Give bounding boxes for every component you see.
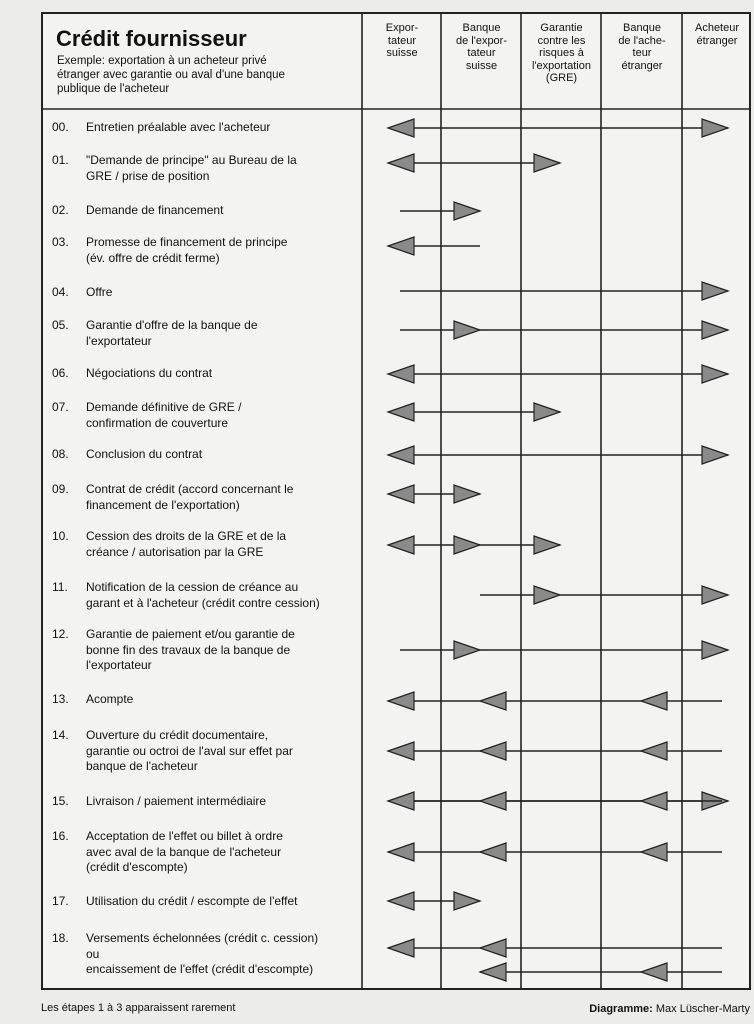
arrowhead [702, 282, 728, 300]
arrowhead [641, 843, 667, 861]
arrowhead [480, 939, 506, 957]
step-text: Demande définitive de GRE / confirmation de couverture [86, 400, 242, 430]
arrowhead [641, 792, 667, 810]
arrowhead [454, 536, 480, 554]
diagram-subtitle: Exemple: exportation à un acheteur privé étranger avec garantie ou aval d'une banque publique de l'acheteur [57, 55, 285, 95]
step-text: Garantie d'offre de la banque de l'exportateur [86, 318, 258, 348]
credit-author: Max Lüscher-Marty [655, 1003, 750, 1015]
arrowhead [388, 365, 414, 383]
column-header-exp: Expor- tateur suisse [385, 22, 419, 59]
step-number: 18. [52, 931, 69, 945]
step-text: Contrat de crédit (accord concernant le financement de l'exportation) [86, 482, 294, 512]
step-number: 11. [52, 580, 68, 594]
step-number: 05. [52, 318, 69, 332]
step-text: Demande de financement [86, 203, 224, 217]
step-number: 06. [52, 366, 69, 380]
step-text: Notification de la cession de créance au garant et à l'acheteur (crédit contre cession) [86, 580, 320, 610]
arrowhead [454, 641, 480, 659]
arrowhead [388, 536, 414, 554]
step-number: 07. [52, 400, 69, 414]
column-header-ach: Acheteur étranger [694, 22, 740, 47]
step-number: 01. [52, 153, 69, 167]
column-header-bex: Banque de l'expor- tateur suisse [455, 22, 507, 72]
arrowhead [702, 321, 728, 339]
arrowhead [388, 939, 414, 957]
arrowhead [454, 485, 480, 503]
step-text: Garantie de paiement et/ou garantie de bonne fin des travaux de la banque de l'exportateur [86, 627, 295, 672]
arrowhead [388, 792, 414, 810]
step-text: Utilisation du crédit / escompte de l'effet [86, 894, 298, 908]
arrowhead [480, 843, 506, 861]
step-number: 10. [52, 529, 69, 543]
step-text: "Demande de principe" au Bureau de la GRE / prise de position [86, 153, 297, 183]
arrowhead [641, 963, 667, 981]
arrowhead [702, 641, 728, 659]
step-text: Offre [86, 285, 113, 299]
step-number: 04. [52, 285, 69, 299]
step-number: 15. [52, 794, 69, 808]
arrowhead [534, 586, 560, 604]
arrowhead [388, 446, 414, 464]
step-number: 00. [52, 120, 69, 134]
arrowhead [534, 154, 560, 172]
arrowhead [388, 843, 414, 861]
arrowhead [454, 321, 480, 339]
arrowhead [388, 237, 414, 255]
step-text: Versements échelonnées (crédit c. cession) ou encaissement de l'effet (crédit d'escompte) [86, 931, 319, 976]
step-text: Acompte [86, 692, 134, 706]
step-number: 08. [52, 447, 69, 461]
step-number: 09. [52, 482, 69, 496]
arrowhead [388, 119, 414, 137]
step-text: Ouverture du crédit documentaire, garantie ou octroi de l'aval sur effet par banque de l'acheteur [86, 728, 293, 773]
arrowhead [454, 202, 480, 220]
arrowhead [454, 892, 480, 910]
step-text: Promesse de financement de principe (év. offre de crédit ferme) [86, 235, 288, 265]
step-text: Livraison / paiement intermédiaire [86, 794, 267, 808]
arrowhead [480, 963, 506, 981]
step-number: 14. [52, 728, 69, 742]
arrowhead [388, 692, 414, 710]
step-number: 02. [52, 203, 69, 217]
step-number: 13. [52, 692, 69, 706]
step-number: 16. [52, 829, 69, 843]
step-number: 03. [52, 235, 69, 249]
diagram-title: Crédit fournisseur [56, 26, 247, 51]
arrowhead [534, 403, 560, 421]
arrowhead [388, 892, 414, 910]
arrowhead [388, 742, 414, 760]
arrowhead [702, 586, 728, 604]
step-text: Acceptation de l'effet ou billet à ordre avec aval de la banque de l'acheteur (crédit d'escompte) [86, 829, 283, 874]
arrowhead [480, 692, 506, 710]
diagram-credit [589, 1003, 750, 1015]
step-number: 17. [52, 894, 69, 908]
arrowhead [702, 119, 728, 137]
footnote: Les étapes 1 à 3 apparaissent rarement [41, 1002, 236, 1014]
step-text: Cession des droits de la GRE et de la créance / autorisation par la GRE [86, 529, 287, 559]
arrowhead [388, 403, 414, 421]
arrowhead [641, 742, 667, 760]
step-text: Entretien préalable avec l'acheteur [86, 120, 271, 134]
arrowhead [641, 692, 667, 710]
arrowhead [480, 792, 506, 810]
arrowhead [534, 536, 560, 554]
arrowhead [702, 446, 728, 464]
column-header-bac: Banque de l'ache- teur étranger [618, 22, 666, 72]
step-number: 12. [52, 627, 69, 641]
arrowhead [388, 154, 414, 172]
arrowhead [480, 742, 506, 760]
step-text: Conclusion du contrat [86, 447, 203, 461]
credit-label: Diagramme: [589, 1003, 653, 1015]
arrowhead [388, 485, 414, 503]
step-text: Négociations du contrat [86, 366, 213, 380]
column-header-gre: Garantie contre les risques à l'exportation (GRE) [532, 22, 591, 84]
arrowhead [702, 365, 728, 383]
